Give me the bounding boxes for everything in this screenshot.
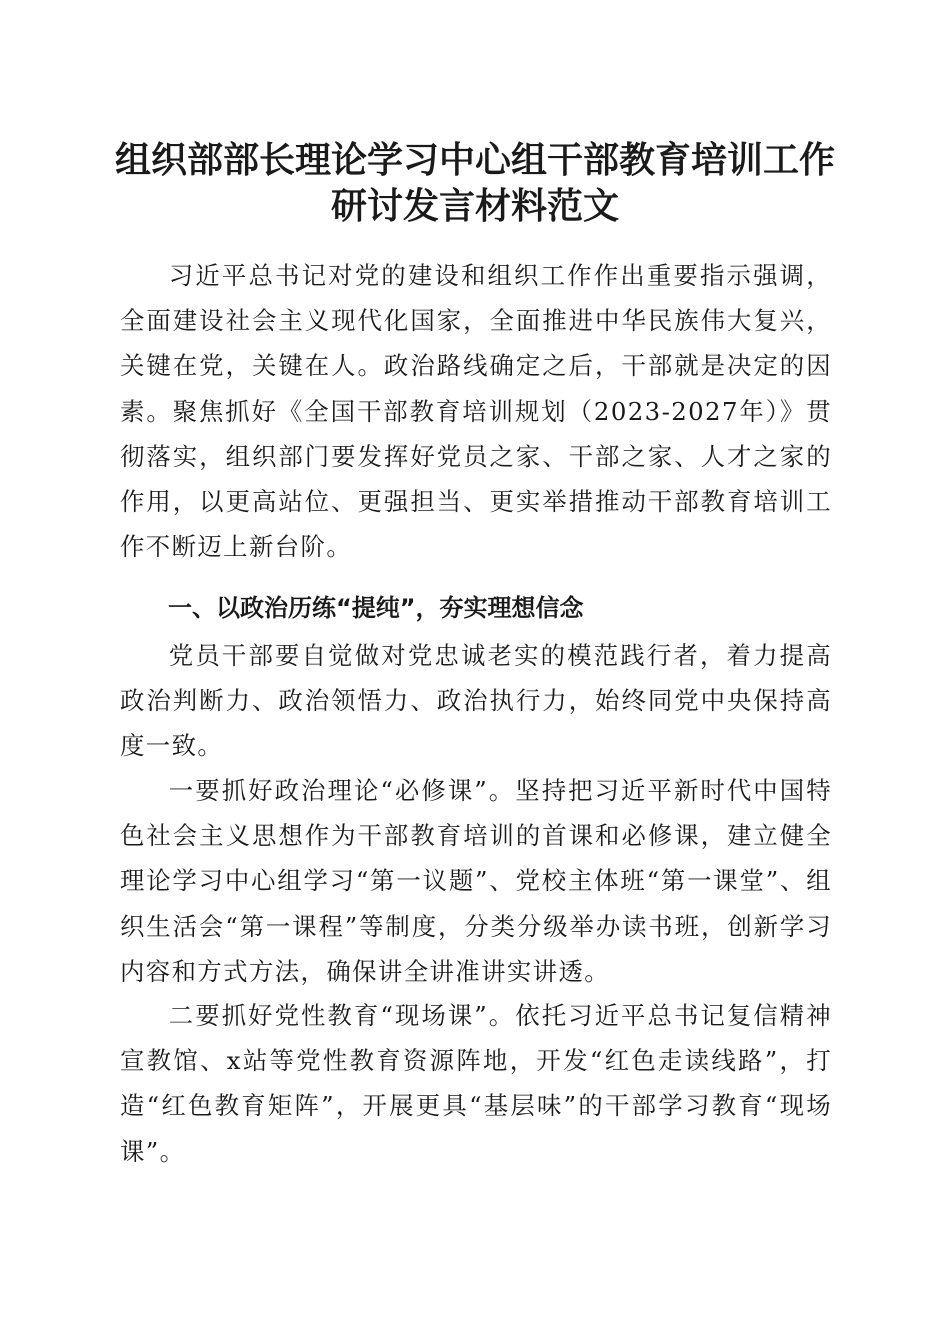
section-heading-1: 一、以政治历练“提纯”，夯实理想信念 xyxy=(168,594,584,622)
section-1-paragraph-1: 党员干部要自觉做对党忠诚老实的模范践行者，着力提高政治判断力、政治领悟力、政治执行力，始终同党中央保持高度一致。 xyxy=(120,641,832,761)
document-title-line-1: 组织部部长理论学习中心组干部教育培训工作 xyxy=(114,139,835,181)
intro-paragraph: 习近平总书记对党的建设和组织工作作出重要指示强调，全面建设社会主义现代化国家，全面推进中华民族伟大复兴，关键在党，关键在人。政治路线确定之后，干部就是决定的因素。聚焦抓好《全国干部教育培训规划（2023-2027年）》贯彻落实，组织部门要发挥好党员之家、干部之家、人才之家的作用，以更高站位、更强担当、更实举措推动干部教育培训工作不断迈上新台阶。 xyxy=(120,261,832,562)
section-1-paragraph-3: 二要抓好党性教育“现场课”。依托习近平总书记复信精神宣教馆、x站等党性教育资源阵地，开发“红色走读线路”，打造“红色教育矩阵”，开展更具“基层味”的干部学习教育“现场课”。 xyxy=(120,1001,832,1166)
section-1-paragraph-2: 一要抓好政治理论“必修课”。坚持把习近平新时代中国特色社会主义思想作为干部教育培训的首课和必修课，建立健全理论学习中心组学习“第一议题”、党校主体班“第一课堂”、组织生活会“第一课程”等制度，分类分级举办读书班，创新学习内容和方式方法，确保讲全讲准讲实讲透。 xyxy=(120,776,832,986)
document-title-line-2: 研讨发言材料范文 xyxy=(330,185,619,227)
